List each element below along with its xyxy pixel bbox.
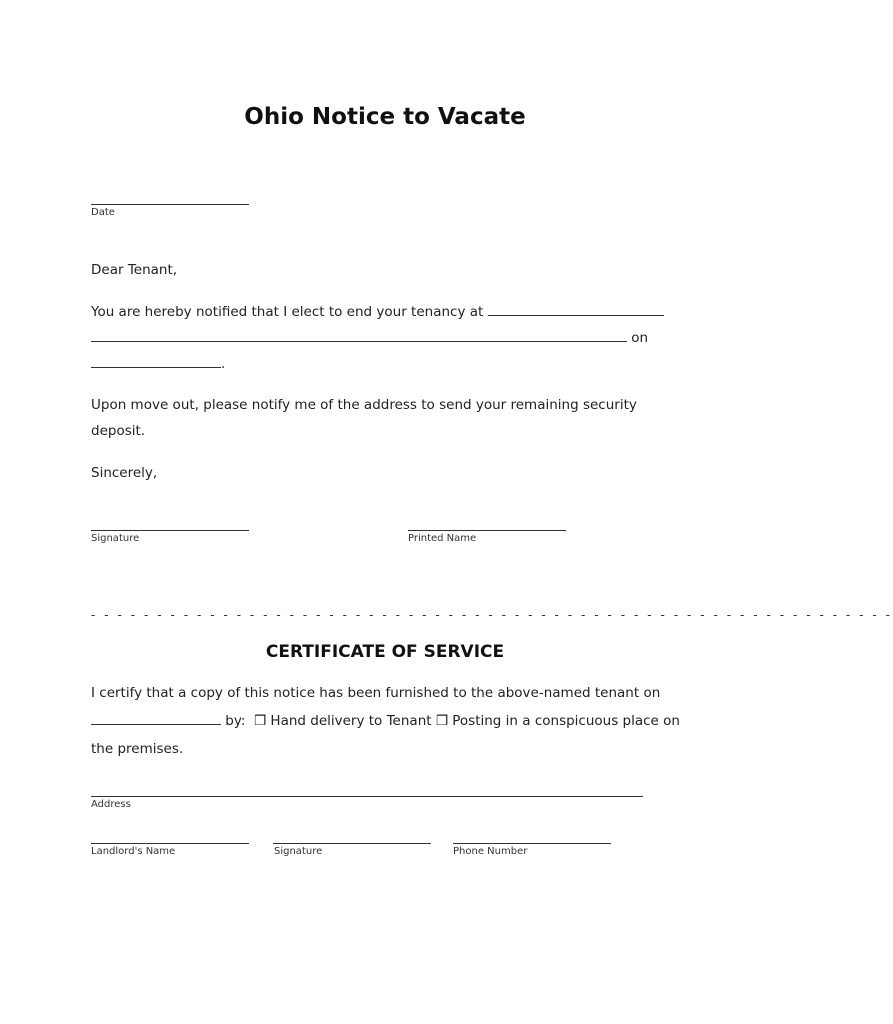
option-hand-delivery: Hand delivery to Tenant: [270, 713, 432, 729]
address-blank-line: [488, 301, 664, 316]
phone-number-label: Phone Number: [453, 846, 528, 857]
date-line: [91, 204, 249, 205]
certificate-title: CERTIFICATE OF SERVICE: [265, 642, 505, 662]
notice-end: .: [221, 356, 226, 372]
certificate-text: I certify that a copy of this notice has been furnished to the above-named tenant on: [91, 685, 661, 701]
date-label: Date: [91, 207, 115, 218]
checkbox-hand-delivery-icon[interactable]: ❒: [254, 713, 267, 729]
deposit-paragraph: Upon move out, please notify me of the address to send your remaining security deposit.: [91, 397, 637, 439]
notice-paragraph: [91, 299, 681, 377]
salutation: Dear Tenant,: [91, 262, 178, 278]
option-posting: Posting in a conspicuous place on the premises.: [91, 713, 680, 757]
address-line: [91, 796, 643, 797]
notice-on: on: [631, 330, 649, 346]
signature-label: Signature: [91, 533, 140, 544]
landlord-name-label: Landlord's Name: [91, 846, 176, 857]
printed-name-line: [408, 530, 566, 531]
phone-number-line: [453, 843, 611, 844]
printed-name-label: Printed Name: [408, 533, 477, 544]
certificate-paragraph: [91, 679, 681, 763]
certificate-by: by:: [225, 713, 246, 729]
certificate-signature-line: [273, 843, 431, 844]
certificate-signature-label: Signature: [274, 846, 323, 857]
document-title: Ohio Notice to Vacate: [244, 104, 526, 130]
closing: Sincerely,: [91, 465, 158, 481]
signature-line: [91, 530, 249, 531]
service-date-blank-line: [91, 710, 221, 725]
address-label: Address: [91, 799, 131, 810]
landlord-name-line: [91, 843, 249, 844]
notice-text: You are hereby notified that I elect to end your tenancy at: [91, 304, 484, 320]
vacate-date-blank-line: [91, 353, 221, 368]
address-blank-line-2: [91, 327, 627, 342]
checkbox-posting-icon[interactable]: ❒: [435, 713, 448, 729]
cut-separator: - - - - - - - - - - - - - - - - - - - - - - - - - - - - - - - - - - - - - - - - - - - - - - - - - - - - - - - - - - - - -: [91, 608, 893, 622]
